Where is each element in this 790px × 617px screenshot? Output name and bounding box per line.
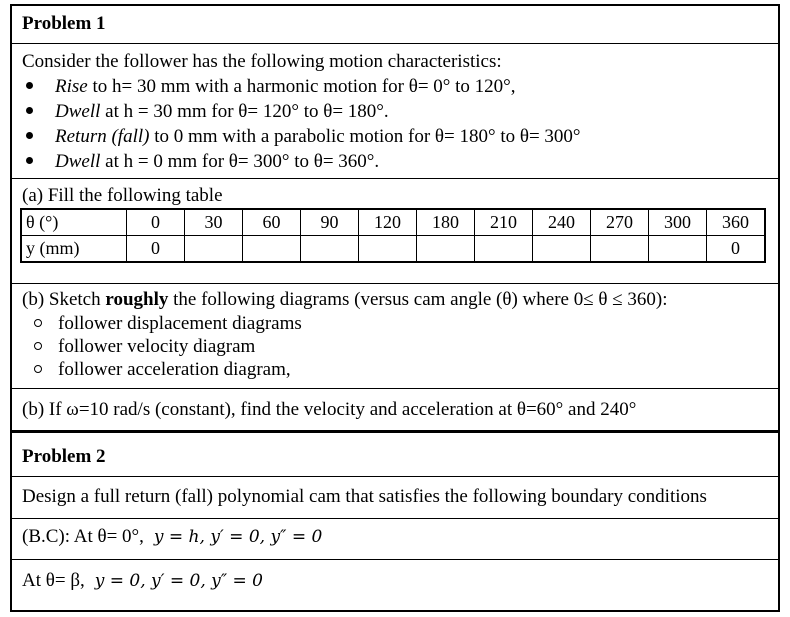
bullet-term: Dwell [55, 151, 101, 172]
problem2-statement: Design a full return (fall) polynomial cam that satisfies the following boundary conditions [22, 486, 707, 507]
motion-table [20, 208, 766, 263]
row-label-theta: θ (°) [21, 209, 127, 236]
part-b-label [22, 289, 668, 311]
bullet-icon [26, 107, 33, 114]
diagram-label: follower velocity diagram [58, 336, 256, 357]
table-cell: 240 [533, 209, 591, 236]
divider [12, 518, 778, 519]
divider [12, 178, 778, 179]
table-cell [301, 236, 359, 263]
diagram-label: follower acceleration diagram, [58, 359, 291, 380]
problem2-title: Problem 2 [22, 446, 106, 467]
part-b-prefix: (b) Sketch [22, 289, 106, 310]
problem1-title: Problem 1 [22, 13, 106, 34]
table-cell [649, 236, 707, 263]
part-b-bold: roughly [105, 289, 169, 310]
bullet-icon [26, 157, 33, 164]
boundary-condition-1 [22, 526, 322, 548]
table-cell: 120 [359, 209, 417, 236]
table-cell [243, 236, 301, 263]
bullet-term: Rise [55, 76, 88, 97]
table-cell: 90 [301, 209, 359, 236]
bullet-dwell-low [26, 151, 379, 173]
table-cell [417, 236, 475, 263]
table-cell: 0 [707, 236, 766, 263]
bullet-text: to 0 mm with a parabolic motion for θ= 180° to θ= 300° [149, 126, 581, 147]
table-cell: 30 [185, 209, 243, 236]
part-b-suffix: the following diagrams (versus cam angle (θ) where 0≤ θ ≤ 360): [168, 289, 668, 310]
table-cell: 0 [127, 236, 185, 263]
bullet-icon [26, 132, 33, 139]
circle-bullet-icon [34, 342, 42, 350]
table-cell [533, 236, 591, 263]
bullet-rise [26, 76, 516, 98]
bc2-math: y = 0, y′ = 0, y″ = 0 [94, 571, 263, 591]
diagram-label: follower displacement diagrams [58, 313, 302, 334]
table-cell [185, 236, 243, 263]
document-frame [10, 4, 780, 612]
bc1-math: y = h, y′ = 0, y″ = 0 [153, 527, 323, 547]
table-cell: 180 [417, 209, 475, 236]
section-divider [12, 430, 778, 433]
table-cell [475, 236, 533, 263]
bullet-text: to h= 30 mm with a harmonic motion for θ= 0° to 120°, [87, 76, 516, 97]
diagram-item [34, 359, 291, 381]
bullet-icon [26, 82, 33, 89]
table-cell [359, 236, 417, 263]
table-cell: 300 [649, 209, 707, 236]
divider [12, 388, 778, 389]
bc1-label: (B.C): At θ= 0°, [22, 526, 144, 547]
table-row [21, 209, 765, 236]
part-b2-label: (b) If ω=10 rad/s (constant), find the velocity and acceleration at θ=60° and 240° [22, 399, 637, 420]
diagram-item [34, 313, 302, 335]
boundary-condition-2 [22, 570, 263, 592]
bullet-text: at h = 0 mm for θ= 300° to θ= 360°. [100, 151, 380, 172]
table-cell: 0 [127, 209, 185, 236]
problem1-intro: Consider the follower has the following motion characteristics: [22, 51, 502, 72]
divider [12, 43, 778, 44]
bullet-text: at h = 30 mm for θ= 120° to θ= 180°. [100, 101, 389, 122]
circle-bullet-icon [34, 319, 42, 327]
diagram-item [34, 336, 255, 358]
circle-bullet-icon [34, 365, 42, 373]
table-cell: 60 [243, 209, 301, 236]
bullet-dwell-high [26, 101, 389, 123]
table-cell: 270 [591, 209, 649, 236]
bullet-term: Dwell [55, 101, 101, 122]
table-row [21, 236, 765, 263]
bc2-label: At θ= β, [22, 570, 85, 591]
divider [12, 476, 778, 477]
bullet-return [26, 126, 581, 148]
divider [12, 559, 778, 560]
bullet-term: Return (fall) [55, 126, 150, 147]
row-label-y: y (mm) [21, 236, 127, 263]
part-a-label: (a) Fill the following table [22, 185, 223, 206]
table-cell [591, 236, 649, 263]
table-cell: 210 [475, 209, 533, 236]
divider [12, 283, 778, 284]
table-cell: 360 [707, 209, 766, 236]
